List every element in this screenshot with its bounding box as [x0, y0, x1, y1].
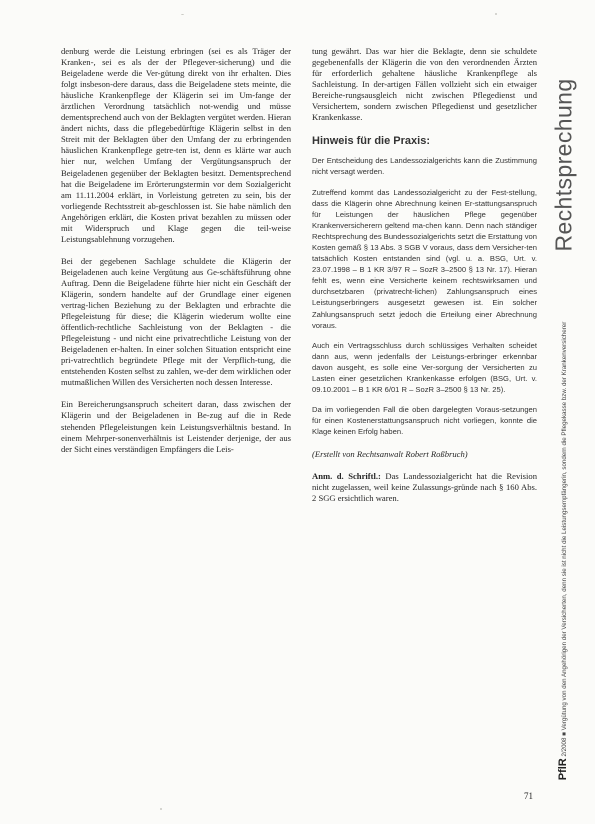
right-column	[312, 46, 537, 504]
right-intro-paragraph: tung gewährt. Das war hier die Beklagte, denn sie schuldete gegebenenfalls der Klägerin die von den verordnenden Ärzten für erforderlich gehaltene häusliche Krankenpflege als Sachleistung. In der-artigen Fällen vollzieht sich ein etwaiger Bereiche-rungsausgleich nicht zwischen Pflegedienst und Versichertem, sondern zwischen Pflegedienst und gesetzlicher Krankenkasse.	[312, 46, 537, 123]
practice-note-heading: Hinweis für die Praxis:	[312, 135, 430, 148]
remark-text: Das Landessozialgericht hat die Revision nicht zugelassen, weil keine Zulassungs-gründe nach § 160 Abs. 2 SGG ersichtlich waren.	[312, 470, 537, 503]
author-credit: (Erstellt von Rechtsanwalt Robert Roßbruch)	[312, 449, 468, 460]
practice-note-1: Der Entscheidung des Landessozialgerichts kann die Zustimmung nicht versagt werden.	[312, 156, 537, 177]
journal-footer-vertical	[548, 300, 578, 802]
journal-footer-text: Vergütung von den Angehörigen der Versicherten, denn sie ist nicht die Leistungsempfängerin, sondern die Pflegekasse bzw. der Krankenversicherer	[561, 321, 568, 731]
practice-note-3: Auch ein Vertragsschluss durch schlüssiges Verhalten scheidet dann aus, wenn jedenfalls der Leistungs-erbringer erkennbar davon ausgeht, es solle eine Ver-sorgung der Versicherten zu Lasten einer gesetzlichen Krankenkasse erfolgen (BSG, Urt. v. 09.10.2001 – B 1 KR 6/01 R – SozR 3–2500 § 13 Nr. 25).	[312, 340, 537, 395]
left-paragraph-2: Bei der gegebenen Sachlage schuldete die Klägerin der Beigeladenen auch keine Vergütung aus Ge-schäftsführung ohne Auftrag. Denn die Beigeladene führte hier nicht ein Geschäft der Klägerin, sondern handelte auf der Grundlage einer eigenen vertrag-lichen Beziehung zu der Beklagten und erbrachte die Pflegeleistung für diese; die Klägerin wiederum wollte eine öffentlich-rechtliche Sachleistung von der Beklagten - die Pflegeleistung - und nicht eine privatrechtliche Leistung von der Beigeladenen er-halten. In einer solchen Situation entspricht eine pri-vatrechtlich begründete Pflege mit der Verpflich-tung, die entstehenden Kosten selbst zu zahlen, we-der dem wirklichen oder mutmaßlichen Willen des Versicherten noch dessen Interesse.	[61, 255, 291, 388]
author-remark	[312, 471, 537, 504]
section-heading-text: Rechtsprechung	[550, 78, 577, 252]
practice-note-4: Da im vorliegenden Fall die oben dargelegten Voraus-setzungen für einen Kostenerstattungsanspruch nicht vorliegen, konnte die Klage keinen Erfolg haben.	[312, 405, 537, 437]
left-column	[61, 46, 291, 455]
scan-speck	[181, 14, 184, 15]
section-heading-vertical	[542, 70, 586, 260]
journal-logo: PflR	[557, 758, 569, 781]
scan-speck	[160, 808, 162, 810]
remark-label: Anm. d. Schriftl.:	[312, 470, 381, 481]
journal-issue: 2/2008	[561, 737, 568, 757]
scan-speck	[495, 13, 497, 15]
left-paragraph-1: denburg werde die Leistung erbringen (sei es als Träger der Kranken-, sei es als der der Pflegever-sicherung) und die Beigeladene werde die Ver-gütung direkt von ihr erhalten. Dies folgt insbeson-dere daraus, dass die Beigeladene stets meinte, die häusliche Krankenpflege der Klägerin sei im Um-fange der ärztlichen Verordnung tatsächlich not-wendig und müsse dementsprechend auch von der Beklagten vergütet werden. Hieran ändert nichts, dass die pflegebedürftige Klägerin selbst in den Streit mit der Beklagten über den Umfang der zu erbringenden häuslichen Krankenpflege getre-ten ist, denn es klärte war auch hier nur, welchen Umfang der Vergütungsanspruch der Beigeladenen gegenüber der Beklagten besitzt. Dementsprechend hat die Beigeladene im Erörterungstermin vor dem Sozialgericht am 11.11.2004 erklärt, in Vorleistung getreten zu sein, bis der vorliegende Rechtsstreit ab-geschlossen ist. Sie habe nämlich den Angehörigen erklärt, die Kosten privat bezahlen zu müssen oder mit Widerspruch und Klage gegen die teil-weise Leistungsablehnung vorzugehen.	[61, 46, 291, 244]
left-paragraph-3: Ein Bereicherungsanspruch scheitert daran, dass zwischen der Klägerin und der Beigeladenen in Be-zug auf die in Rede stehenden Pflegeleistungen kein Leistungsverhältnis bestand. In einem Mehrper-sonenverhältnis ist Leistender derjenige, der aus der Sicht eines verständigen Empfängers die Leis-	[61, 399, 291, 454]
separator-square-icon: ■	[561, 732, 568, 736]
practice-note-2: Zutreffend kommt das Landessozialgericht zu der Fest-stellung, dass die Klägerin ohne Abrechnung keinen Er-stattungsanspruch für Leistungen der häuslichen Pflege gegenüber Krankenversicherern geltend ma-chen kann. Denn nach ständiger Rechtsprechung des Bundessozialgerichts setzt die Erstattung von Kosten gemäß § 13 Abs. 3 SGB V voraus, dass dem Versicher-ten tatsächlich Kosten entstanden sind (vgl. u. a. BSG, Urt. v. 23.07.1998 – B 1 KR 3/97 R – SozR 3–2500 § 13 Nr. 17). Hieran fehlt es, wenn eine Versicherte keinem rechtswirksamen und durchsetzbaren (privatrecht-lichen) Zahlungsanspruch eines Leistungserbringers ausgesetzt gewesen ist. Ein solcher Zahlungsanspruch setzt jedoch die Erteilung einer Abrechnung voraus.	[312, 187, 537, 330]
practice-note-box	[312, 155, 537, 437]
page-number: 71	[524, 791, 533, 801]
